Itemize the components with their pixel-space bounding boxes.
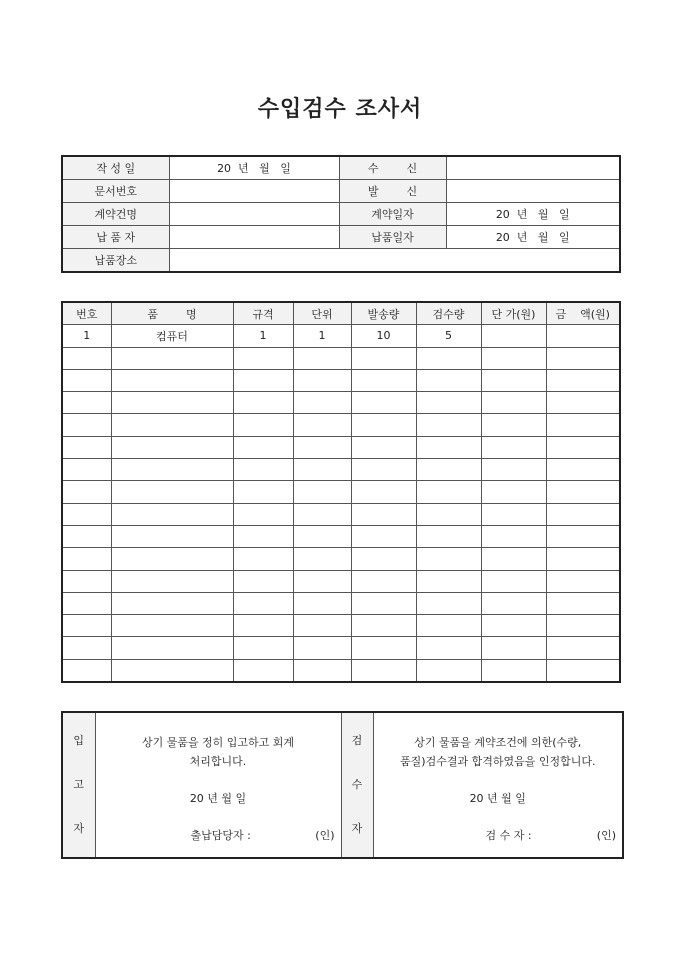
table-cell[interactable]: [546, 347, 620, 369]
table-cell[interactable]: [233, 347, 293, 369]
table-cell[interactable]: [233, 459, 293, 481]
items-header-row: [62, 302, 620, 325]
field-value[interactable]: 20 년 월 일: [446, 226, 620, 249]
table-cell[interactable]: [233, 592, 293, 614]
table-row: [62, 347, 620, 369]
table-row: [62, 570, 620, 592]
table-cell[interactable]: [416, 592, 481, 614]
statement-line: 상기 물품을 정히 입고하고 회계: [141, 736, 295, 749]
column-header: 검수량: [416, 302, 481, 325]
table-cell[interactable]: [416, 369, 481, 391]
table-cell[interactable]: [111, 436, 233, 458]
info-row: [62, 180, 620, 203]
table-cell[interactable]: [546, 414, 620, 436]
table-cell[interactable]: [233, 615, 293, 637]
table-cell[interactable]: [293, 503, 351, 525]
table-cell[interactable]: [293, 481, 351, 503]
side-char: 자: [73, 822, 85, 835]
table-row: [62, 436, 620, 458]
table-cell[interactable]: [546, 637, 620, 659]
table-cell[interactable]: [481, 525, 546, 547]
seal-mark: (인): [315, 829, 335, 842]
table-cell[interactable]: [351, 369, 416, 391]
column-header: 단위: [293, 302, 351, 325]
inspector-statement: [373, 712, 623, 858]
info-table: [61, 155, 621, 273]
table-cell[interactable]: [293, 414, 351, 436]
table-cell[interactable]: [481, 325, 546, 347]
table-cell[interactable]: [416, 525, 481, 547]
table-cell[interactable]: [62, 548, 111, 570]
table-cell[interactable]: [351, 615, 416, 637]
column-header: 단 가(원): [481, 302, 546, 325]
field-label: 작 성 일: [62, 156, 169, 180]
table-cell[interactable]: [546, 325, 620, 347]
table-cell[interactable]: [351, 525, 416, 547]
table-cell[interactable]: [233, 548, 293, 570]
table-cell[interactable]: [416, 637, 481, 659]
seal-mark: (인): [596, 829, 616, 842]
table-cell[interactable]: [62, 481, 111, 503]
side-char: 자: [351, 822, 363, 835]
table-cell[interactable]: [293, 392, 351, 414]
table-cell[interactable]: [111, 369, 233, 391]
table-cell[interactable]: [546, 659, 620, 682]
items-table: [61, 301, 621, 683]
table-cell[interactable]: [351, 659, 416, 682]
table-cell[interactable]: [111, 459, 233, 481]
table-cell[interactable]: [416, 414, 481, 436]
field-label: 납품일자: [339, 226, 446, 249]
table-cell[interactable]: [293, 637, 351, 659]
inspector-side-label: [341, 712, 373, 858]
signer-label: 검 수 자 :: [485, 829, 532, 842]
table-cell[interactable]: [293, 525, 351, 547]
table-cell[interactable]: [351, 436, 416, 458]
table-cell[interactable]: [293, 659, 351, 682]
table-cell[interactable]: [111, 525, 233, 547]
table-cell[interactable]: [62, 459, 111, 481]
statement-line: 상기 물품을 계약조건에 의한(수량,: [414, 736, 582, 749]
table-row: [62, 459, 620, 481]
table-cell[interactable]: [481, 570, 546, 592]
info-row: [62, 226, 620, 249]
table-cell[interactable]: [351, 392, 416, 414]
table-cell[interactable]: [546, 459, 620, 481]
table-cell[interactable]: 1: [233, 325, 293, 347]
table-cell[interactable]: [233, 525, 293, 547]
receiver-statement: [95, 712, 341, 858]
table-cell[interactable]: [111, 592, 233, 614]
table-cell[interactable]: [546, 548, 620, 570]
table-cell[interactable]: [351, 503, 416, 525]
table-cell[interactable]: [481, 481, 546, 503]
table-cell[interactable]: [351, 459, 416, 481]
side-char: 수: [351, 778, 363, 791]
table-cell[interactable]: [416, 503, 481, 525]
table-cell[interactable]: [481, 637, 546, 659]
table-cell[interactable]: [546, 615, 620, 637]
statement-line: 처리합니다.: [189, 755, 247, 768]
table-cell[interactable]: [293, 436, 351, 458]
signer-label: 출납담당자 :: [190, 829, 251, 842]
field-value[interactable]: [446, 180, 620, 203]
table-cell[interactable]: [481, 414, 546, 436]
info-row: [62, 203, 620, 226]
sign-date: 20 년 월 일: [469, 792, 526, 805]
field-value[interactable]: 20 년 월 일: [446, 203, 620, 226]
table-row: [62, 325, 620, 347]
column-header: 규격: [233, 302, 293, 325]
table-cell[interactable]: [111, 615, 233, 637]
table-cell[interactable]: [233, 369, 293, 391]
table-cell[interactable]: [416, 548, 481, 570]
table-row: [62, 592, 620, 614]
table-row: [62, 525, 620, 547]
receiver-side-label: [62, 712, 95, 858]
field-value[interactable]: 20 년 월 일: [169, 156, 339, 180]
table-cell[interactable]: [546, 592, 620, 614]
table-cell[interactable]: [62, 436, 111, 458]
field-value[interactable]: [169, 180, 339, 203]
field-label: 계약건명: [62, 203, 169, 226]
table-cell[interactable]: [351, 570, 416, 592]
table-cell[interactable]: [111, 548, 233, 570]
table-cell[interactable]: [546, 481, 620, 503]
table-row: [62, 548, 620, 570]
table-cell[interactable]: [233, 503, 293, 525]
field-value[interactable]: [446, 156, 620, 180]
table-row: [62, 659, 620, 682]
table-cell[interactable]: [546, 525, 620, 547]
table-cell[interactable]: [62, 637, 111, 659]
table-cell[interactable]: [293, 592, 351, 614]
table-cell[interactable]: [111, 347, 233, 369]
table-cell[interactable]: [481, 592, 546, 614]
table-cell[interactable]: [481, 369, 546, 391]
signature-table: [61, 711, 624, 859]
field-value[interactable]: [169, 226, 339, 249]
table-cell[interactable]: [351, 347, 416, 369]
table-cell[interactable]: [62, 369, 111, 391]
table-cell[interactable]: [481, 615, 546, 637]
column-header: 금 액(원): [546, 302, 620, 325]
table-cell[interactable]: [481, 392, 546, 414]
table-cell[interactable]: [293, 369, 351, 391]
info-row: [62, 249, 620, 273]
table-cell[interactable]: [546, 369, 620, 391]
table-cell[interactable]: [62, 503, 111, 525]
sign-date: 20 년 월 일: [189, 792, 247, 805]
table-cell[interactable]: 10: [351, 325, 416, 347]
table-cell[interactable]: [416, 347, 481, 369]
table-cell[interactable]: [351, 548, 416, 570]
table-cell[interactable]: [62, 659, 111, 682]
field-value[interactable]: [169, 203, 339, 226]
table-cell[interactable]: [351, 592, 416, 614]
page-title: 수입검수 조사서: [257, 97, 423, 122]
field-label: 문서번호: [62, 180, 169, 203]
table-cell[interactable]: [111, 570, 233, 592]
table-cell[interactable]: [481, 659, 546, 682]
table-row: [62, 615, 620, 637]
column-header: 발송량: [351, 302, 416, 325]
side-char: 입: [73, 734, 85, 747]
table-cell[interactable]: [62, 347, 111, 369]
table-cell[interactable]: [62, 592, 111, 614]
field-label: 수 신: [339, 156, 446, 180]
table-cell[interactable]: [233, 570, 293, 592]
table-cell[interactable]: [233, 659, 293, 682]
table-cell[interactable]: [481, 503, 546, 525]
table-row: [62, 369, 620, 391]
column-header: 번호: [62, 302, 111, 325]
table-cell[interactable]: [233, 481, 293, 503]
table-cell[interactable]: [416, 615, 481, 637]
table-cell[interactable]: [233, 436, 293, 458]
table-cell[interactable]: [351, 637, 416, 659]
table-cell[interactable]: [546, 392, 620, 414]
table-cell[interactable]: [481, 459, 546, 481]
table-cell[interactable]: [293, 548, 351, 570]
table-cell[interactable]: [111, 481, 233, 503]
info-row: [62, 156, 620, 180]
table-cell[interactable]: [416, 570, 481, 592]
table-cell[interactable]: [351, 414, 416, 436]
field-value[interactable]: [169, 249, 620, 273]
side-char: 검: [351, 734, 363, 747]
field-label: 납 품 자: [62, 226, 169, 249]
table-cell[interactable]: [62, 392, 111, 414]
table-cell[interactable]: [293, 459, 351, 481]
table-cell[interactable]: [546, 503, 620, 525]
table-cell[interactable]: [293, 347, 351, 369]
side-char: 고: [73, 778, 85, 791]
table-cell[interactable]: [111, 503, 233, 525]
table-row: [62, 392, 620, 414]
table-cell[interactable]: [233, 392, 293, 414]
table-cell[interactable]: 1: [293, 325, 351, 347]
table-cell[interactable]: [546, 570, 620, 592]
table-cell[interactable]: 컴퓨터: [111, 325, 233, 347]
table-row: [62, 637, 620, 659]
table-cell[interactable]: [111, 637, 233, 659]
table-cell[interactable]: [233, 637, 293, 659]
table-cell[interactable]: [293, 570, 351, 592]
field-label: 납품장소: [62, 249, 169, 273]
table-cell[interactable]: [351, 481, 416, 503]
table-row: [62, 503, 620, 525]
table-row: [62, 414, 620, 436]
statement-line: 품질)검수결과 합격하였음을 인정합니다.: [400, 755, 596, 768]
table-cell[interactable]: [416, 392, 481, 414]
table-cell[interactable]: [111, 659, 233, 682]
table-cell[interactable]: [416, 481, 481, 503]
table-cell[interactable]: [62, 570, 111, 592]
table-cell[interactable]: [416, 659, 481, 682]
table-cell[interactable]: [62, 615, 111, 637]
table-cell[interactable]: [481, 347, 546, 369]
table-cell[interactable]: [62, 414, 111, 436]
field-label: 계약일자: [339, 203, 446, 226]
table-cell[interactable]: [293, 615, 351, 637]
table-cell[interactable]: 1: [62, 325, 111, 347]
table-cell[interactable]: [233, 414, 293, 436]
table-row: [62, 481, 620, 503]
table-cell[interactable]: [416, 436, 481, 458]
table-cell[interactable]: [546, 436, 620, 458]
table-cell[interactable]: 5: [416, 325, 481, 347]
field-label: 발 신: [339, 180, 446, 203]
table-cell[interactable]: [481, 548, 546, 570]
table-cell[interactable]: [416, 459, 481, 481]
table-cell[interactable]: [481, 436, 546, 458]
column-header: 품 명: [111, 302, 233, 325]
table-cell[interactable]: [62, 525, 111, 547]
table-cell[interactable]: [111, 392, 233, 414]
table-cell[interactable]: [111, 414, 233, 436]
